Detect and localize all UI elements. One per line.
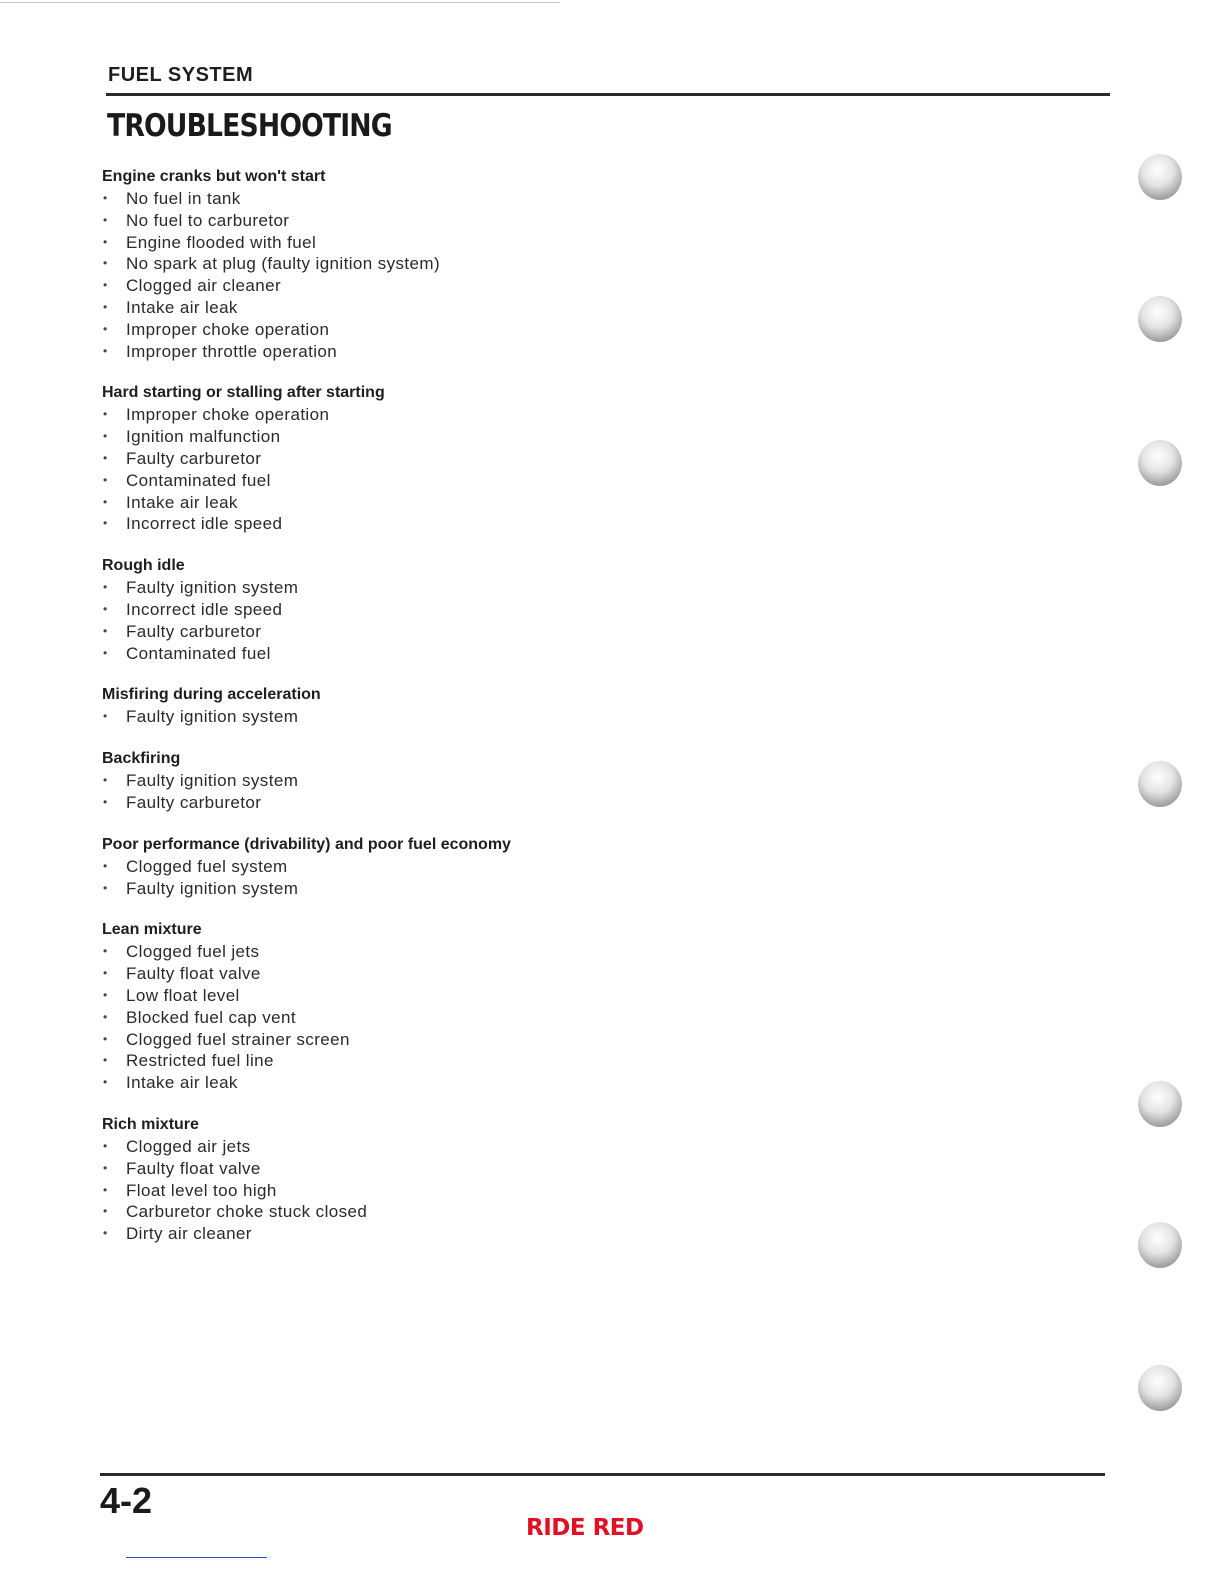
cause-item: • No fuel to carburetor <box>102 210 722 232</box>
cause-item: • Intake air leak <box>102 492 722 514</box>
cause-item: • Improper choke operation <box>102 404 722 426</box>
cause-item: • Engine flooded with fuel <box>102 232 722 254</box>
cause-list <box>102 706 722 728</box>
top-faint-rule <box>0 2 560 3</box>
symptom-heading: Rough idle <box>102 557 185 575</box>
cause-item: • Improper choke operation <box>102 319 722 341</box>
cause-item: • Clogged air cleaner <box>102 275 722 297</box>
symptom-group <box>102 166 722 362</box>
footer-rule <box>100 1473 1105 1476</box>
cause-item: • Clogged air jets <box>102 1136 722 1158</box>
section-tab-marker <box>1138 1222 1182 1268</box>
section-tab-marker <box>1138 154 1182 200</box>
header-rule <box>106 93 1110 96</box>
troubleshooting-list <box>102 166 722 1265</box>
cause-item: • Faulty ignition system <box>102 577 722 599</box>
cause-list <box>102 404 722 535</box>
symptom-group <box>102 919 722 1094</box>
section-tab-marker <box>1138 440 1182 486</box>
cause-item: • Low float level <box>102 985 722 1007</box>
cause-list <box>102 941 722 1094</box>
cause-item: • Incorrect idle speed <box>102 513 722 535</box>
symptom-group <box>102 382 722 535</box>
cause-item: • Faulty float valve <box>102 963 722 985</box>
cause-item: • Clogged fuel strainer screen <box>102 1029 722 1051</box>
cause-list <box>102 188 722 362</box>
cause-list <box>102 770 722 814</box>
cause-item: • No spark at plug (faulty ignition system) <box>102 253 722 275</box>
cause-item: • Restricted fuel line <box>102 1050 722 1072</box>
symptom-heading: Rich mixture <box>102 1115 199 1133</box>
cause-item: • Intake air leak <box>102 1072 722 1094</box>
symptom-group <box>102 1114 722 1245</box>
cause-item: • Faulty carburetor <box>102 448 722 470</box>
cause-item: • Improper throttle operation <box>102 341 722 363</box>
cause-item: • Contaminated fuel <box>102 470 722 492</box>
page-title: TROUBLESHOOTING <box>107 108 392 144</box>
cause-item: • Contaminated fuel <box>102 643 722 665</box>
symptom-heading: Hard starting or stalling after starting <box>102 384 385 402</box>
cause-item: • Ignition malfunction <box>102 426 722 448</box>
section-tab-marker <box>1138 296 1182 342</box>
cause-item: • Faulty ignition system <box>102 706 722 728</box>
symptom-heading: Misfiring during acceleration <box>102 686 321 704</box>
cause-item: • Clogged fuel system <box>102 856 722 878</box>
cause-item: • Blocked fuel cap vent <box>102 1007 722 1029</box>
cause-item: • Dirty air cleaner <box>102 1223 722 1245</box>
cause-list <box>102 856 722 900</box>
section-tab-marker <box>1138 1365 1182 1411</box>
section-label: FUEL SYSTEM <box>108 64 254 86</box>
cause-item: • Faulty ignition system <box>102 878 722 900</box>
cause-item: • Float level too high <box>102 1180 722 1202</box>
symptom-heading: Backfiring <box>102 750 181 768</box>
symptom-group <box>102 834 722 900</box>
link-underline[interactable] <box>126 1557 267 1558</box>
cause-item: • No fuel in tank <box>102 188 722 210</box>
cause-list <box>102 577 722 664</box>
cause-item: • Clogged fuel jets <box>102 941 722 963</box>
page-number: 4-2 <box>100 1480 153 1521</box>
symptom-heading: Poor performance (drivability) and poor fuel economy <box>102 835 511 853</box>
symptom-heading: Lean mixture <box>102 921 202 939</box>
cause-item: • Incorrect idle speed <box>102 599 722 621</box>
cause-list <box>102 1136 722 1245</box>
section-tab-marker <box>1138 1081 1182 1127</box>
brand-logo-text: RIDE RED <box>526 1515 644 1541</box>
symptom-group <box>102 748 722 814</box>
section-tab-marker <box>1138 761 1182 807</box>
cause-item: • Faulty carburetor <box>102 792 722 814</box>
cause-item: • Faulty carburetor <box>102 621 722 643</box>
cause-item: • Faulty ignition system <box>102 770 722 792</box>
cause-item: • Intake air leak <box>102 297 722 319</box>
symptom-group <box>102 555 722 664</box>
symptom-heading: Engine cranks but won't start <box>102 168 326 185</box>
symptom-group <box>102 684 722 728</box>
cause-item: • Carburetor choke stuck closed <box>102 1201 722 1223</box>
cause-item: • Faulty float valve <box>102 1158 722 1180</box>
